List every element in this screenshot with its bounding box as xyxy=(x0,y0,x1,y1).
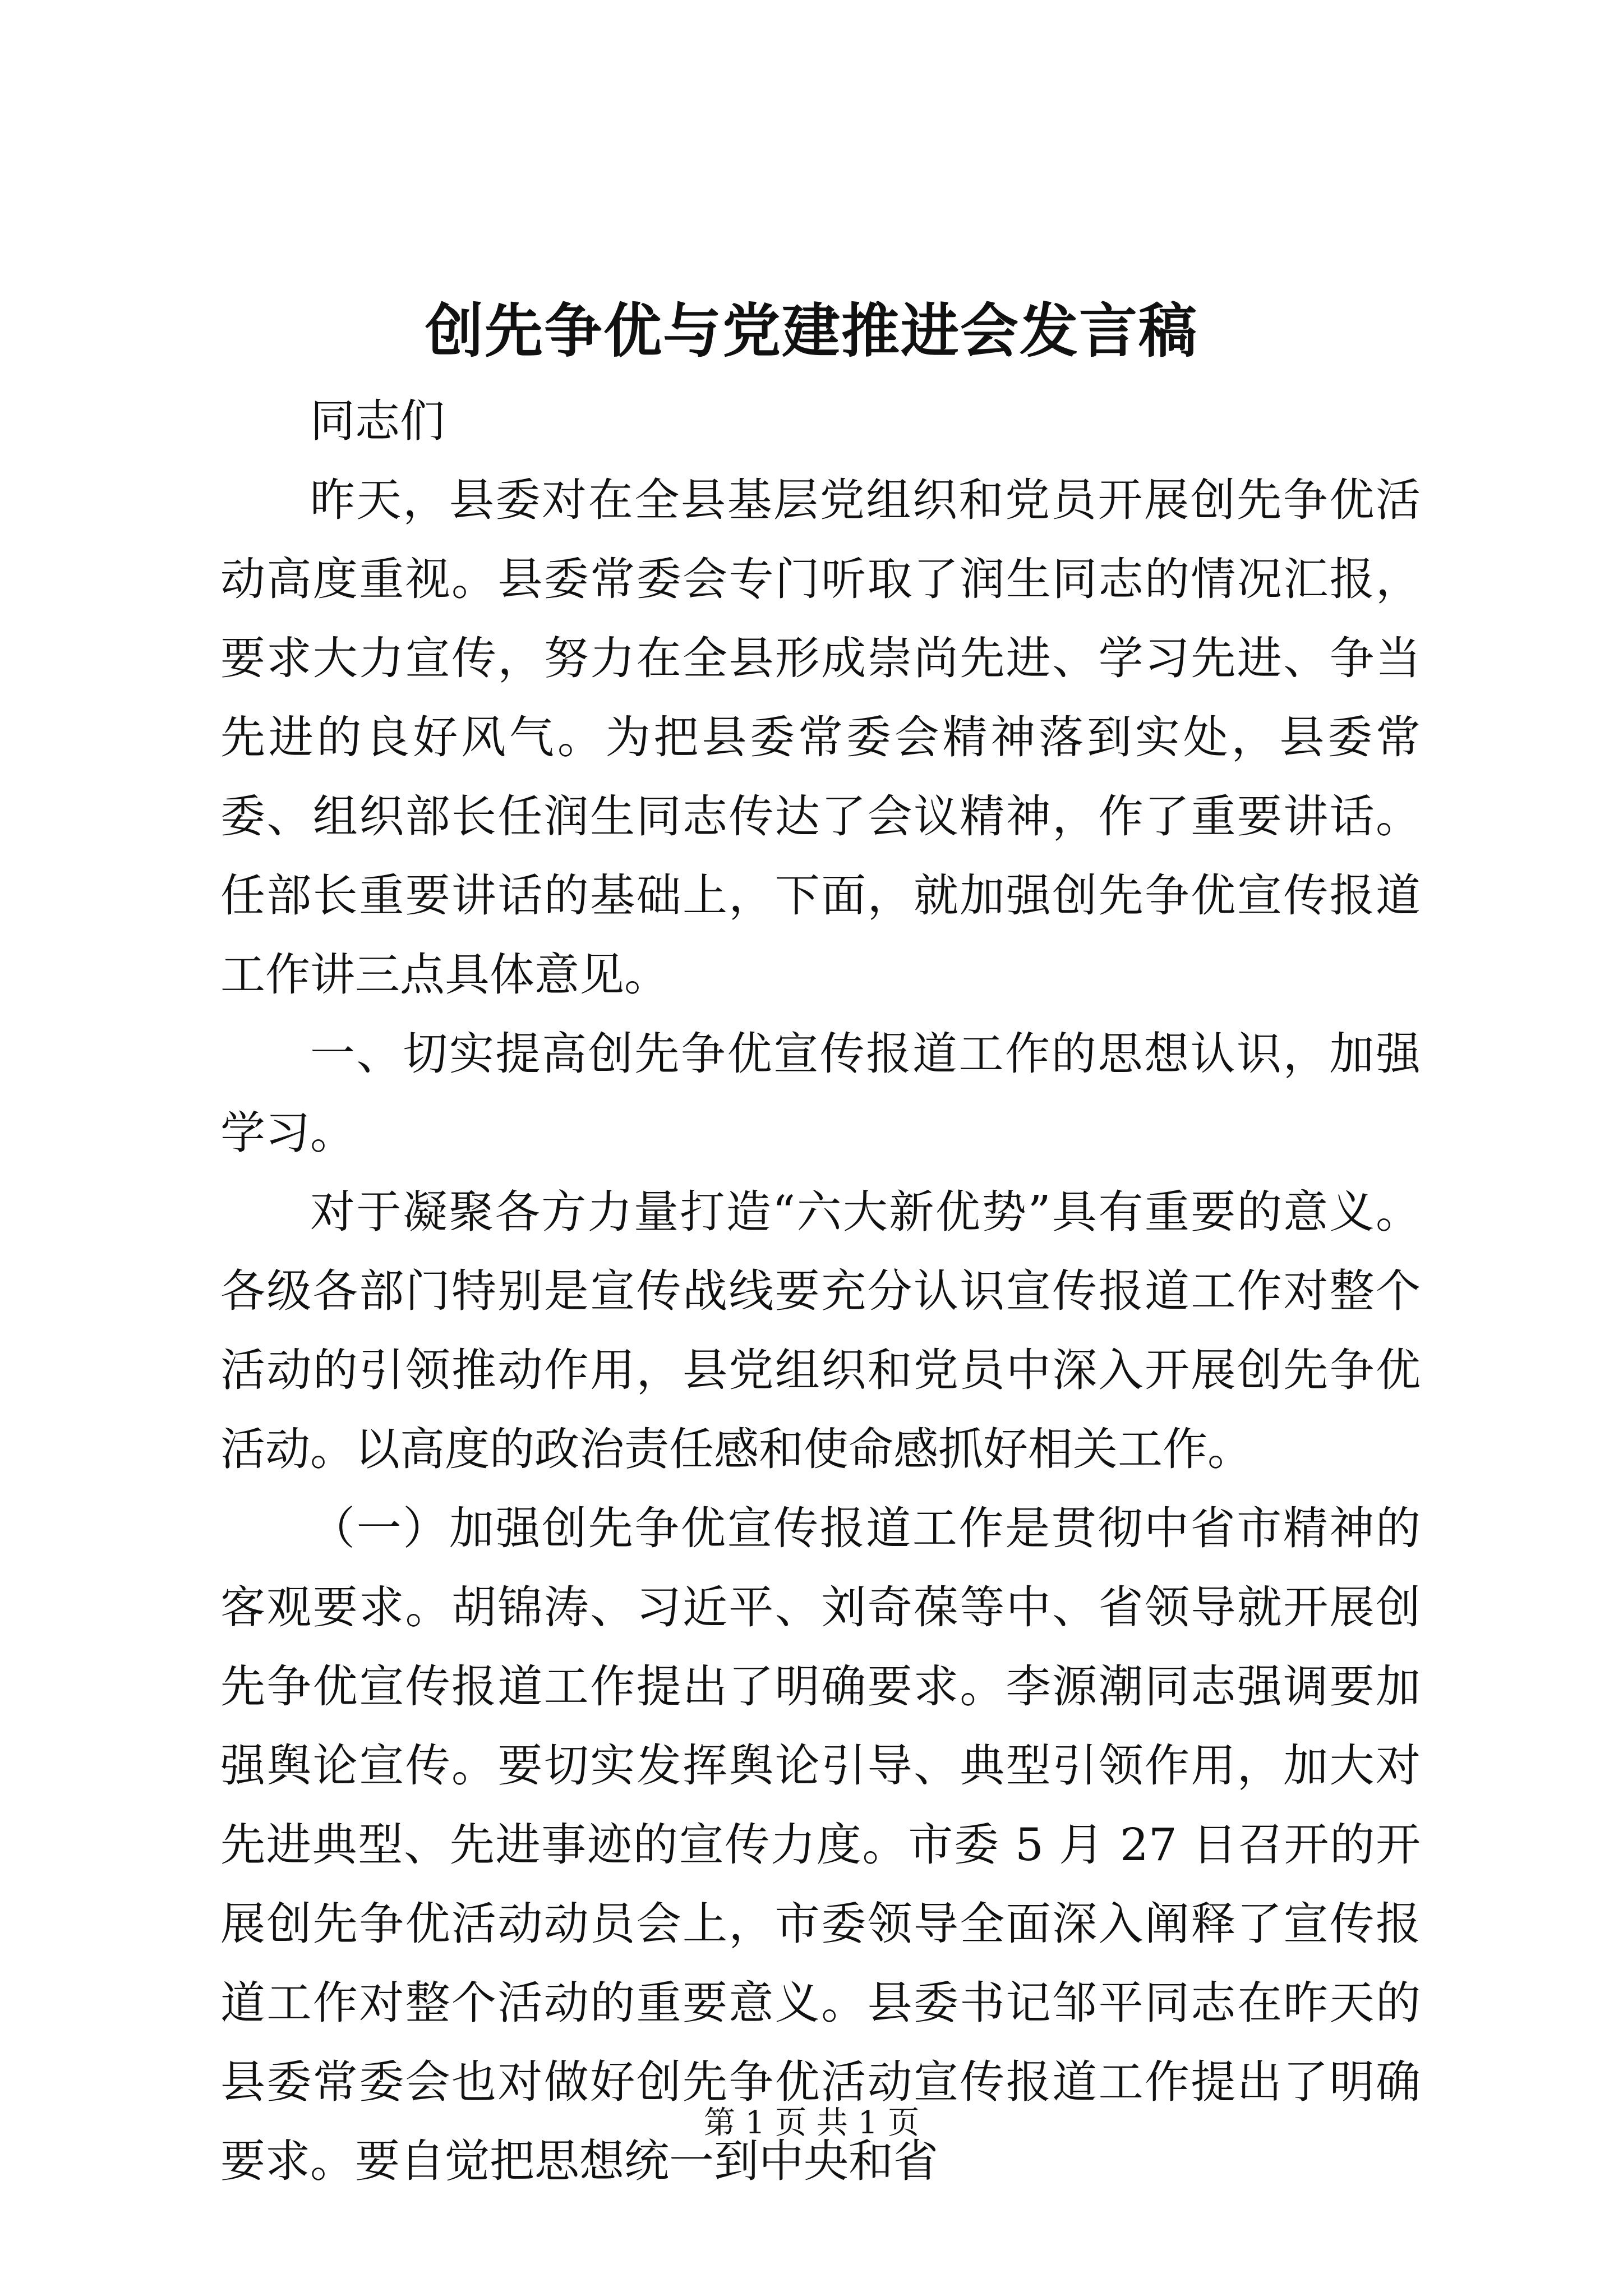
page-title: 创先争优与党建推进会发言稿 xyxy=(425,296,1198,365)
paragraph-subsection-1: （一）加强创先争优宣传报道工作是贯彻中省市精神的客观要求。胡锦涛、习近平、刘奇葆等中、省领导就开展创先争优宣传报道工作提出了明确要求。李源潮同志强调要加强舆论宣传。要切实发挥舆论引导、典型引领作用，加大对先进典型、先进事迹的宣传力度。市委 5 月 27 日召开的开展创先争优活动动员会上，市委领导全面深入阐释了宣传报道工作对整个活动的重要意义。县委书记邹平同志在昨天的县委常委会也对做好创先争优活动宣传报道工作提出了明确要求。要自觉把思想统一到中央和省 xyxy=(220,1502,1421,2187)
page-footer: 第 1 页 共 1 页 xyxy=(703,2105,920,2141)
paragraph-salutation: 同志们 xyxy=(310,395,445,447)
paragraph-intro: 昨天，县委对在全县基层党组织和党员开展创先争优活动高度重视。县委常委会专门听取了润生同志的情况汇报，要求大力宣传，努力在全县形成崇尚先进、学习先进、争当先进的良好风气。为把县委常委会精神落到实处，县委常委、组织部长任润生同志传达了会议精神，作了重要讲话。任部长重要讲话的基础上，下面，就加强创先争优宣传报道工作讲三点具体意见。 xyxy=(220,474,1421,1001)
section-heading-1: 一、切实提高创先争优宣传报道工作的思想认识，加强学习。 xyxy=(220,1028,1421,1159)
paragraph-significance: 对于凝聚各方力量打造“六大新优势”具有重要的意义。各级各部门特别是宣传战线要充分认识宣传报道工作对整个活动的引领推动作用，县党组织和党员中深入开展创先争优活动。以高度的政治责任感和使命感抓好相关工作。 xyxy=(220,1186,1421,1475)
document-body xyxy=(220,381,1421,2201)
